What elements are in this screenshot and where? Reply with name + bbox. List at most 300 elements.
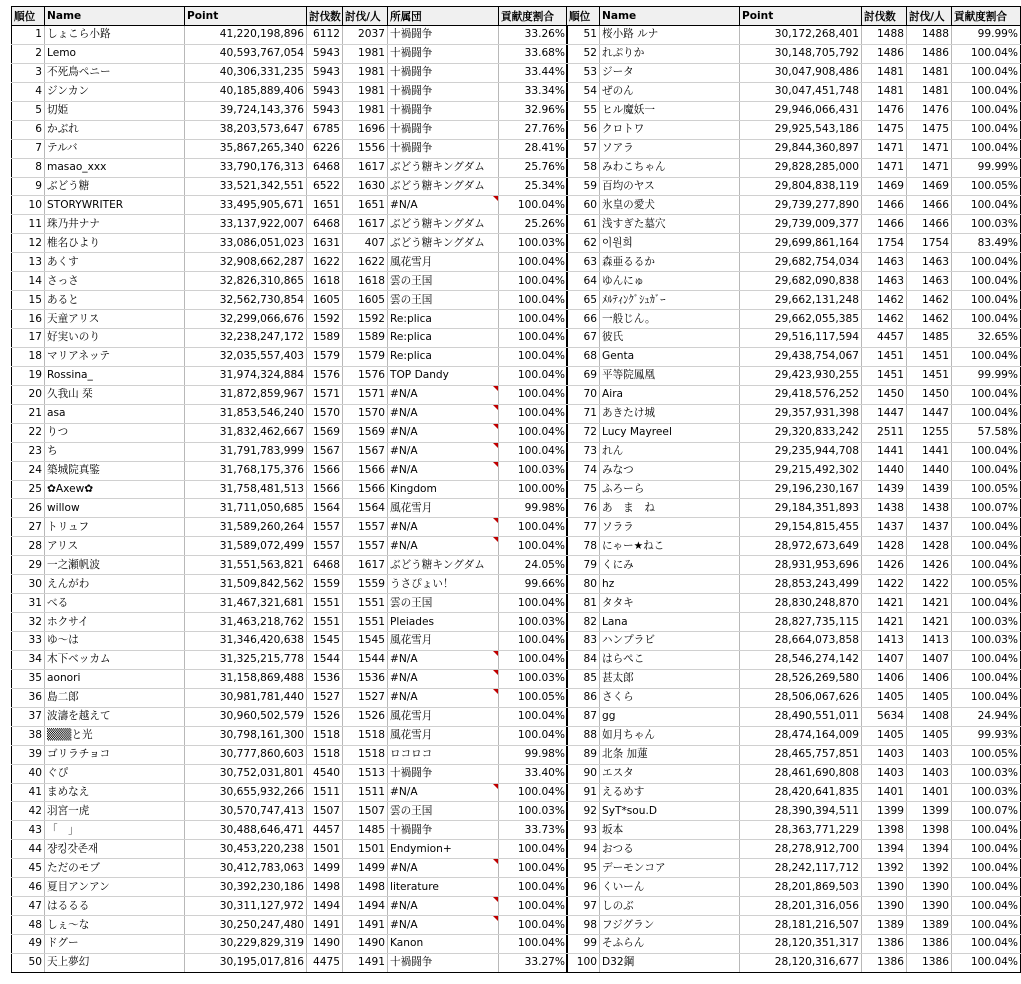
cell-ratio[interactable]: 100.00% bbox=[499, 480, 568, 499]
cell-point[interactable]: 28,526,269,580 bbox=[740, 669, 862, 688]
cell-ratio[interactable]: 100.04% bbox=[952, 935, 1021, 954]
cell-point[interactable]: 28,363,771,229 bbox=[740, 821, 862, 840]
cell-count[interactable]: 2511 bbox=[862, 423, 907, 442]
cell-ratio[interactable]: 100.04% bbox=[952, 840, 1021, 859]
cell-ratio[interactable]: 100.04% bbox=[499, 366, 568, 385]
cell-team[interactable]: #N/A bbox=[388, 897, 499, 916]
cell-point[interactable]: 40,306,331,235 bbox=[185, 63, 307, 82]
cell-per-person[interactable]: 1630 bbox=[343, 177, 388, 196]
cell-per-person[interactable]: 1559 bbox=[343, 575, 388, 594]
cell-point[interactable]: 28,390,394,511 bbox=[740, 802, 862, 821]
cell-per-person[interactable]: 1447 bbox=[907, 404, 952, 423]
cell-rank[interactable]: 91 bbox=[567, 783, 600, 802]
cell-rank[interactable]: 26 bbox=[12, 499, 45, 518]
cell-point[interactable]: 40,593,767,054 bbox=[185, 44, 307, 63]
cell-rank[interactable]: 97 bbox=[567, 897, 600, 916]
cell-rank[interactable]: 53 bbox=[567, 63, 600, 82]
cell-name[interactable]: Lucy Mayreel bbox=[600, 423, 740, 442]
cell-per-person[interactable]: 1589 bbox=[343, 329, 388, 348]
cell-point[interactable]: 31,791,783,999 bbox=[185, 442, 307, 461]
cell-rank[interactable]: 33 bbox=[12, 632, 45, 651]
cell-rank[interactable]: 87 bbox=[567, 707, 600, 726]
cell-per-person[interactable]: 1566 bbox=[343, 461, 388, 480]
cell-per-person[interactable]: 1450 bbox=[907, 385, 952, 404]
cell-ratio[interactable]: 100.03% bbox=[499, 669, 568, 688]
cell-per-person[interactable]: 1490 bbox=[343, 935, 388, 954]
cell-per-person[interactable]: 1462 bbox=[907, 310, 952, 329]
cell-point[interactable]: 28,506,067,626 bbox=[740, 688, 862, 707]
cell-team[interactable]: ぶどう糖キングダム bbox=[388, 158, 499, 177]
cell-rank[interactable]: 78 bbox=[567, 537, 600, 556]
cell-per-person[interactable]: 1518 bbox=[343, 745, 388, 764]
cell-team[interactable]: #N/A bbox=[388, 404, 499, 423]
cell-ratio[interactable]: 100.04% bbox=[499, 878, 568, 897]
cell-ratio[interactable]: 32.65% bbox=[952, 329, 1021, 348]
cell-rank[interactable]: 89 bbox=[567, 745, 600, 764]
cell-rank[interactable]: 10 bbox=[12, 196, 45, 215]
cell-name[interactable]: ﾒﾙﾃｨﾝｸﾞｼｭｶﾞｰ bbox=[600, 291, 740, 310]
cell-per-person[interactable]: 1617 bbox=[343, 158, 388, 177]
cell-rank[interactable]: 13 bbox=[12, 253, 45, 272]
cell-count[interactable]: 1499 bbox=[307, 859, 343, 878]
cell-count[interactable]: 6522 bbox=[307, 177, 343, 196]
cell-name[interactable]: ソアラ bbox=[600, 139, 740, 158]
cell-rank[interactable]: 71 bbox=[567, 404, 600, 423]
cell-point[interactable]: 28,278,912,700 bbox=[740, 840, 862, 859]
cell-name[interactable]: 甚太郎 bbox=[600, 669, 740, 688]
cell-point[interactable]: 29,418,576,252 bbox=[740, 385, 862, 404]
cell-ratio[interactable]: 100.04% bbox=[952, 347, 1021, 366]
cell-point[interactable]: 29,196,230,167 bbox=[740, 480, 862, 499]
cell-rank[interactable]: 95 bbox=[567, 859, 600, 878]
cell-name[interactable]: みなつ bbox=[600, 461, 740, 480]
cell-per-person[interactable]: 1466 bbox=[907, 215, 952, 234]
cell-count[interactable]: 1401 bbox=[862, 783, 907, 802]
cell-name[interactable]: かぶれ bbox=[45, 120, 185, 139]
cell-point[interactable]: 31,551,563,821 bbox=[185, 556, 307, 575]
cell-ratio[interactable]: 25.34% bbox=[499, 177, 568, 196]
cell-count[interactable]: 1576 bbox=[307, 366, 343, 385]
cell-rank[interactable]: 25 bbox=[12, 480, 45, 499]
cell-count[interactable]: 1463 bbox=[862, 253, 907, 272]
cell-point[interactable]: 28,201,869,503 bbox=[740, 878, 862, 897]
header-name[interactable]: Name bbox=[45, 7, 185, 26]
cell-ratio[interactable]: 100.05% bbox=[499, 688, 568, 707]
cell-per-person[interactable]: 1557 bbox=[343, 518, 388, 537]
cell-rank[interactable]: 43 bbox=[12, 821, 45, 840]
cell-team[interactable]: 雲の王国 bbox=[388, 272, 499, 291]
cell-point[interactable]: 30,798,161,300 bbox=[185, 726, 307, 745]
cell-point[interactable]: 30,453,220,238 bbox=[185, 840, 307, 859]
cell-per-person[interactable]: 1406 bbox=[907, 669, 952, 688]
cell-name[interactable]: 桜小路 ルナ bbox=[600, 26, 740, 45]
cell-rank[interactable]: 38 bbox=[12, 726, 45, 745]
cell-ratio[interactable]: 100.07% bbox=[952, 499, 1021, 518]
cell-rank[interactable]: 74 bbox=[567, 461, 600, 480]
cell-name[interactable]: 夏目アンアン bbox=[45, 878, 185, 897]
cell-rank[interactable]: 32 bbox=[12, 613, 45, 632]
cell-ratio[interactable]: 100.07% bbox=[952, 802, 1021, 821]
cell-ratio[interactable]: 100.04% bbox=[499, 310, 568, 329]
cell-count[interactable]: 6226 bbox=[307, 139, 343, 158]
cell-ratio[interactable]: 25.76% bbox=[499, 158, 568, 177]
cell-per-person[interactable]: 1421 bbox=[907, 594, 952, 613]
cell-count[interactable]: 1566 bbox=[307, 480, 343, 499]
cell-name[interactable]: トリュフ bbox=[45, 518, 185, 537]
cell-ratio[interactable]: 57.58% bbox=[952, 423, 1021, 442]
cell-per-person[interactable]: 1390 bbox=[907, 897, 952, 916]
header-point[interactable]: Point bbox=[185, 7, 307, 26]
cell-per-person[interactable]: 1394 bbox=[907, 840, 952, 859]
cell-per-person[interactable]: 1476 bbox=[907, 101, 952, 120]
header-name[interactable]: Name bbox=[600, 7, 740, 26]
cell-name[interactable]: さっさ bbox=[45, 272, 185, 291]
cell-name[interactable]: 不死鳥ペニー bbox=[45, 63, 185, 82]
cell-rank[interactable]: 16 bbox=[12, 310, 45, 329]
cell-name[interactable]: ハンプラビ bbox=[600, 632, 740, 651]
cell-team[interactable]: 十禍闘争 bbox=[388, 82, 499, 101]
cell-ratio[interactable]: 100.04% bbox=[952, 82, 1021, 101]
cell-rank[interactable]: 50 bbox=[12, 953, 45, 972]
cell-ratio[interactable]: 100.04% bbox=[952, 556, 1021, 575]
cell-point[interactable]: 28,120,351,317 bbox=[740, 935, 862, 954]
cell-count[interactable]: 1527 bbox=[307, 688, 343, 707]
cell-ratio[interactable]: 100.03% bbox=[952, 632, 1021, 651]
cell-count[interactable]: 5943 bbox=[307, 82, 343, 101]
cell-rank[interactable]: 39 bbox=[12, 745, 45, 764]
cell-count[interactable]: 1481 bbox=[862, 63, 907, 82]
cell-team[interactable]: #N/A bbox=[388, 688, 499, 707]
cell-ratio[interactable]: 100.04% bbox=[499, 916, 568, 935]
cell-count[interactable]: 1545 bbox=[307, 632, 343, 651]
cell-point[interactable]: 29,682,090,838 bbox=[740, 272, 862, 291]
cell-ratio[interactable]: 99.99% bbox=[952, 26, 1021, 45]
cell-per-person[interactable]: 1536 bbox=[343, 669, 388, 688]
cell-point[interactable]: 31,974,324,884 bbox=[185, 366, 307, 385]
cell-count[interactable]: 1605 bbox=[307, 291, 343, 310]
cell-count[interactable]: 1386 bbox=[862, 935, 907, 954]
cell-ratio[interactable]: 100.04% bbox=[499, 537, 568, 556]
cell-ratio[interactable]: 32.96% bbox=[499, 101, 568, 120]
cell-rank[interactable]: 21 bbox=[12, 404, 45, 423]
cell-rank[interactable]: 54 bbox=[567, 82, 600, 101]
cell-ratio[interactable]: 33.68% bbox=[499, 44, 568, 63]
cell-team[interactable]: #N/A bbox=[388, 385, 499, 404]
cell-ratio[interactable]: 100.04% bbox=[499, 632, 568, 651]
cell-point[interactable]: 31,325,215,778 bbox=[185, 650, 307, 669]
cell-count[interactable]: 1439 bbox=[862, 480, 907, 499]
cell-count[interactable]: 1651 bbox=[307, 196, 343, 215]
cell-name[interactable]: ゆ～は bbox=[45, 632, 185, 651]
cell-count[interactable]: 1498 bbox=[307, 878, 343, 897]
cell-name[interactable]: ぜのん bbox=[600, 82, 740, 101]
cell-name[interactable]: ▒▒▒と光 bbox=[45, 726, 185, 745]
cell-point[interactable]: 29,516,117,594 bbox=[740, 329, 862, 348]
cell-ratio[interactable]: 99.66% bbox=[499, 575, 568, 594]
cell-name[interactable]: はらぺこ bbox=[600, 650, 740, 669]
cell-count[interactable]: 1557 bbox=[307, 518, 343, 537]
cell-team[interactable]: ぶどう糖キングダム bbox=[388, 215, 499, 234]
cell-name[interactable]: ふろーら bbox=[600, 480, 740, 499]
cell-ratio[interactable]: 100.04% bbox=[499, 707, 568, 726]
cell-ratio[interactable]: 100.04% bbox=[952, 139, 1021, 158]
cell-rank[interactable]: 81 bbox=[567, 594, 600, 613]
cell-rank[interactable]: 15 bbox=[12, 291, 45, 310]
cell-team[interactable]: #N/A bbox=[388, 196, 499, 215]
cell-point[interactable]: 29,739,277,890 bbox=[740, 196, 862, 215]
cell-rank[interactable]: 90 bbox=[567, 764, 600, 783]
cell-name[interactable]: 「 」 bbox=[45, 821, 185, 840]
cell-per-person[interactable]: 1981 bbox=[343, 63, 388, 82]
cell-name[interactable]: masao_xxx bbox=[45, 158, 185, 177]
cell-count[interactable]: 1475 bbox=[862, 120, 907, 139]
cell-team[interactable]: #N/A bbox=[388, 916, 499, 935]
cell-rank[interactable]: 5 bbox=[12, 101, 45, 120]
header-team[interactable]: 所属団 bbox=[388, 7, 499, 26]
cell-ratio[interactable]: 33.34% bbox=[499, 82, 568, 101]
cell-name[interactable]: アリス bbox=[45, 537, 185, 556]
cell-ratio[interactable]: 100.04% bbox=[952, 537, 1021, 556]
cell-count[interactable]: 1421 bbox=[862, 594, 907, 613]
cell-count[interactable]: 1426 bbox=[862, 556, 907, 575]
cell-count[interactable]: 5943 bbox=[307, 63, 343, 82]
cell-ratio[interactable]: 100.03% bbox=[499, 613, 568, 632]
cell-count[interactable]: 5634 bbox=[862, 707, 907, 726]
cell-name[interactable]: ち bbox=[45, 442, 185, 461]
cell-count[interactable]: 4475 bbox=[307, 953, 343, 972]
cell-name[interactable]: さくら bbox=[600, 688, 740, 707]
cell-count[interactable]: 4540 bbox=[307, 764, 343, 783]
header-point[interactable]: Point bbox=[740, 7, 862, 26]
cell-name[interactable]: そふらん bbox=[600, 935, 740, 954]
cell-per-person[interactable]: 1438 bbox=[907, 499, 952, 518]
cell-name[interactable]: デーモンコア bbox=[600, 859, 740, 878]
cell-per-person[interactable]: 1494 bbox=[343, 897, 388, 916]
cell-point[interactable]: 29,828,285,000 bbox=[740, 158, 862, 177]
cell-name[interactable]: フジグラン bbox=[600, 916, 740, 935]
cell-point[interactable]: 33,137,922,007 bbox=[185, 215, 307, 234]
cell-count[interactable]: 1447 bbox=[862, 404, 907, 423]
cell-point[interactable]: 30,148,705,792 bbox=[740, 44, 862, 63]
cell-rank[interactable]: 46 bbox=[12, 878, 45, 897]
cell-rank[interactable]: 93 bbox=[567, 821, 600, 840]
cell-point[interactable]: 30,960,502,579 bbox=[185, 707, 307, 726]
cell-name[interactable]: れん bbox=[600, 442, 740, 461]
cell-count[interactable]: 1569 bbox=[307, 423, 343, 442]
cell-per-person[interactable]: 1471 bbox=[907, 158, 952, 177]
cell-rank[interactable]: 42 bbox=[12, 802, 45, 821]
cell-name[interactable]: 椎名ひより bbox=[45, 234, 185, 253]
cell-per-person[interactable]: 1426 bbox=[907, 556, 952, 575]
cell-per-person[interactable]: 1622 bbox=[343, 253, 388, 272]
cell-rank[interactable]: 9 bbox=[12, 177, 45, 196]
cell-per-person[interactable]: 1408 bbox=[907, 707, 952, 726]
cell-per-person[interactable]: 1551 bbox=[343, 613, 388, 632]
cell-rank[interactable]: 56 bbox=[567, 120, 600, 139]
cell-point[interactable]: 33,790,176,313 bbox=[185, 158, 307, 177]
cell-name[interactable]: しょこら小路 bbox=[45, 26, 185, 45]
cell-point[interactable]: 33,086,051,023 bbox=[185, 234, 307, 253]
cell-name[interactable]: 一般じん。 bbox=[600, 310, 740, 329]
cell-name[interactable]: STORYWRITER bbox=[45, 196, 185, 215]
cell-ratio[interactable]: 83.49% bbox=[952, 234, 1021, 253]
cell-name[interactable]: まめなえ bbox=[45, 783, 185, 802]
cell-ratio[interactable]: 100.04% bbox=[499, 253, 568, 272]
cell-point[interactable]: 32,562,730,854 bbox=[185, 291, 307, 310]
cell-name[interactable]: willow bbox=[45, 499, 185, 518]
cell-point[interactable]: 28,830,248,870 bbox=[740, 594, 862, 613]
cell-point[interactable]: 30,311,127,972 bbox=[185, 897, 307, 916]
cell-name[interactable]: えんがわ bbox=[45, 575, 185, 594]
cell-ratio[interactable]: 100.04% bbox=[952, 101, 1021, 120]
cell-point[interactable]: 28,827,735,115 bbox=[740, 613, 862, 632]
cell-point[interactable]: 28,972,673,649 bbox=[740, 537, 862, 556]
cell-team[interactable]: 風花雪月 bbox=[388, 707, 499, 726]
cell-per-person[interactable]: 1466 bbox=[907, 196, 952, 215]
cell-name[interactable]: マリアネッテ bbox=[45, 347, 185, 366]
cell-name[interactable]: くにみ bbox=[600, 556, 740, 575]
cell-name[interactable]: 羽宮一虎 bbox=[45, 802, 185, 821]
cell-rank[interactable]: 59 bbox=[567, 177, 600, 196]
cell-team[interactable]: ぶどう糖キングダム bbox=[388, 177, 499, 196]
cell-count[interactable]: 1471 bbox=[862, 139, 907, 158]
cell-point[interactable]: 31,872,859,967 bbox=[185, 385, 307, 404]
cell-team[interactable]: ぶどう糖キングダム bbox=[388, 556, 499, 575]
cell-rank[interactable]: 62 bbox=[567, 234, 600, 253]
cell-ratio[interactable]: 25.26% bbox=[499, 215, 568, 234]
cell-count[interactable]: 1405 bbox=[862, 688, 907, 707]
cell-name[interactable]: ✿Axew✿ bbox=[45, 480, 185, 499]
cell-count[interactable]: 1511 bbox=[307, 783, 343, 802]
cell-rank[interactable]: 64 bbox=[567, 272, 600, 291]
cell-count[interactable]: 1394 bbox=[862, 840, 907, 859]
cell-ratio[interactable]: 100.04% bbox=[499, 196, 568, 215]
cell-ratio[interactable]: 100.05% bbox=[952, 575, 1021, 594]
cell-name[interactable]: クロトワ bbox=[600, 120, 740, 139]
cell-rank[interactable]: 79 bbox=[567, 556, 600, 575]
cell-per-person[interactable]: 1401 bbox=[907, 783, 952, 802]
cell-per-person[interactable]: 1566 bbox=[343, 480, 388, 499]
cell-team[interactable]: うさぴょい！ bbox=[388, 575, 499, 594]
cell-rank[interactable]: 68 bbox=[567, 347, 600, 366]
cell-ratio[interactable]: 100.04% bbox=[499, 650, 568, 669]
cell-per-person[interactable]: 1462 bbox=[907, 291, 952, 310]
cell-point[interactable]: 29,320,833,242 bbox=[740, 423, 862, 442]
cell-count[interactable]: 1405 bbox=[862, 726, 907, 745]
cell-name[interactable]: エスタ bbox=[600, 764, 740, 783]
cell-point[interactable]: 32,035,557,403 bbox=[185, 347, 307, 366]
cell-per-person[interactable]: 1481 bbox=[907, 63, 952, 82]
cell-per-person[interactable]: 1981 bbox=[343, 101, 388, 120]
cell-name[interactable]: 波濤を越えて bbox=[45, 707, 185, 726]
cell-per-person[interactable]: 1405 bbox=[907, 688, 952, 707]
cell-ratio[interactable]: 100.04% bbox=[499, 329, 568, 348]
cell-ratio[interactable]: 100.04% bbox=[952, 404, 1021, 423]
cell-count[interactable]: 1450 bbox=[862, 385, 907, 404]
cell-count[interactable]: 1437 bbox=[862, 518, 907, 537]
cell-ratio[interactable]: 100.04% bbox=[952, 120, 1021, 139]
cell-point[interactable]: 29,184,351,893 bbox=[740, 499, 862, 518]
cell-per-person[interactable]: 1551 bbox=[343, 594, 388, 613]
cell-ratio[interactable]: 100.04% bbox=[499, 594, 568, 613]
cell-name[interactable]: 天上夢幻 bbox=[45, 953, 185, 972]
cell-point[interactable]: 29,739,009,377 bbox=[740, 215, 862, 234]
cell-name[interactable]: ドグー bbox=[45, 935, 185, 954]
cell-team[interactable]: #N/A bbox=[388, 669, 499, 688]
cell-rank[interactable]: 7 bbox=[12, 139, 45, 158]
cell-ratio[interactable]: 24.05% bbox=[499, 556, 568, 575]
cell-per-person[interactable]: 2037 bbox=[343, 26, 388, 45]
cell-count[interactable]: 1390 bbox=[862, 878, 907, 897]
cell-per-person[interactable]: 1485 bbox=[343, 821, 388, 840]
cell-count[interactable]: 1490 bbox=[307, 935, 343, 954]
cell-count[interactable]: 1413 bbox=[862, 632, 907, 651]
cell-per-person[interactable]: 1499 bbox=[343, 859, 388, 878]
cell-ratio[interactable]: 99.98% bbox=[499, 745, 568, 764]
cell-count[interactable]: 1386 bbox=[862, 953, 907, 972]
cell-ratio[interactable]: 100.03% bbox=[499, 461, 568, 480]
cell-name[interactable]: ゴリラチョコ bbox=[45, 745, 185, 764]
cell-ratio[interactable]: 100.04% bbox=[952, 821, 1021, 840]
cell-rank[interactable]: 80 bbox=[567, 575, 600, 594]
cell-name[interactable]: えるめす bbox=[600, 783, 740, 802]
cell-count[interactable]: 1390 bbox=[862, 897, 907, 916]
cell-ratio[interactable]: 100.03% bbox=[952, 764, 1021, 783]
cell-rank[interactable]: 57 bbox=[567, 139, 600, 158]
cell-name[interactable]: くいーん bbox=[600, 878, 740, 897]
cell-name[interactable]: おつる bbox=[600, 840, 740, 859]
cell-point[interactable]: 29,423,930,255 bbox=[740, 366, 862, 385]
header-per-person[interactable]: 討伐/人 bbox=[343, 7, 388, 26]
cell-rank[interactable]: 20 bbox=[12, 385, 45, 404]
cell-ratio[interactable]: 100.04% bbox=[499, 859, 568, 878]
cell-count[interactable]: 1618 bbox=[307, 272, 343, 291]
cell-per-person[interactable]: 1403 bbox=[907, 764, 952, 783]
cell-rank[interactable]: 45 bbox=[12, 859, 45, 878]
cell-team[interactable]: Kanon bbox=[388, 935, 499, 954]
cell-name[interactable]: Genta bbox=[600, 347, 740, 366]
cell-point[interactable]: 31,509,842,562 bbox=[185, 575, 307, 594]
cell-count[interactable]: 1589 bbox=[307, 329, 343, 348]
cell-team[interactable]: ロコロコ bbox=[388, 745, 499, 764]
cell-team[interactable]: Endymion+ bbox=[388, 840, 499, 859]
cell-name[interactable]: ただのモブ bbox=[45, 859, 185, 878]
cell-name[interactable]: あ ま ね bbox=[600, 499, 740, 518]
cell-ratio[interactable]: 100.04% bbox=[952, 272, 1021, 291]
cell-rank[interactable]: 88 bbox=[567, 726, 600, 745]
cell-name[interactable]: 築城院真鍳 bbox=[45, 461, 185, 480]
cell-name[interactable]: SyT*sou.D bbox=[600, 802, 740, 821]
cell-count[interactable]: 5943 bbox=[307, 44, 343, 63]
cell-team[interactable]: Pleiades bbox=[388, 613, 499, 632]
cell-per-person[interactable]: 1526 bbox=[343, 707, 388, 726]
cell-per-person[interactable]: 1421 bbox=[907, 613, 952, 632]
cell-count[interactable]: 1518 bbox=[307, 745, 343, 764]
cell-rank[interactable]: 14 bbox=[12, 272, 45, 291]
cell-rank[interactable]: 36 bbox=[12, 688, 45, 707]
cell-name[interactable]: 珠乃井ナナ bbox=[45, 215, 185, 234]
cell-per-person[interactable]: 1570 bbox=[343, 404, 388, 423]
cell-name[interactable]: タタキ bbox=[600, 594, 740, 613]
cell-point[interactable]: 29,438,754,067 bbox=[740, 347, 862, 366]
cell-point[interactable]: 32,826,310,865 bbox=[185, 272, 307, 291]
cell-ratio[interactable]: 100.05% bbox=[952, 745, 1021, 764]
cell-name[interactable]: ぐぴ bbox=[45, 764, 185, 783]
cell-name[interactable]: れぷりか bbox=[600, 44, 740, 63]
cell-count[interactable]: 1469 bbox=[862, 177, 907, 196]
cell-point[interactable]: 39,724,143,376 bbox=[185, 101, 307, 120]
cell-count[interactable]: 1451 bbox=[862, 347, 907, 366]
